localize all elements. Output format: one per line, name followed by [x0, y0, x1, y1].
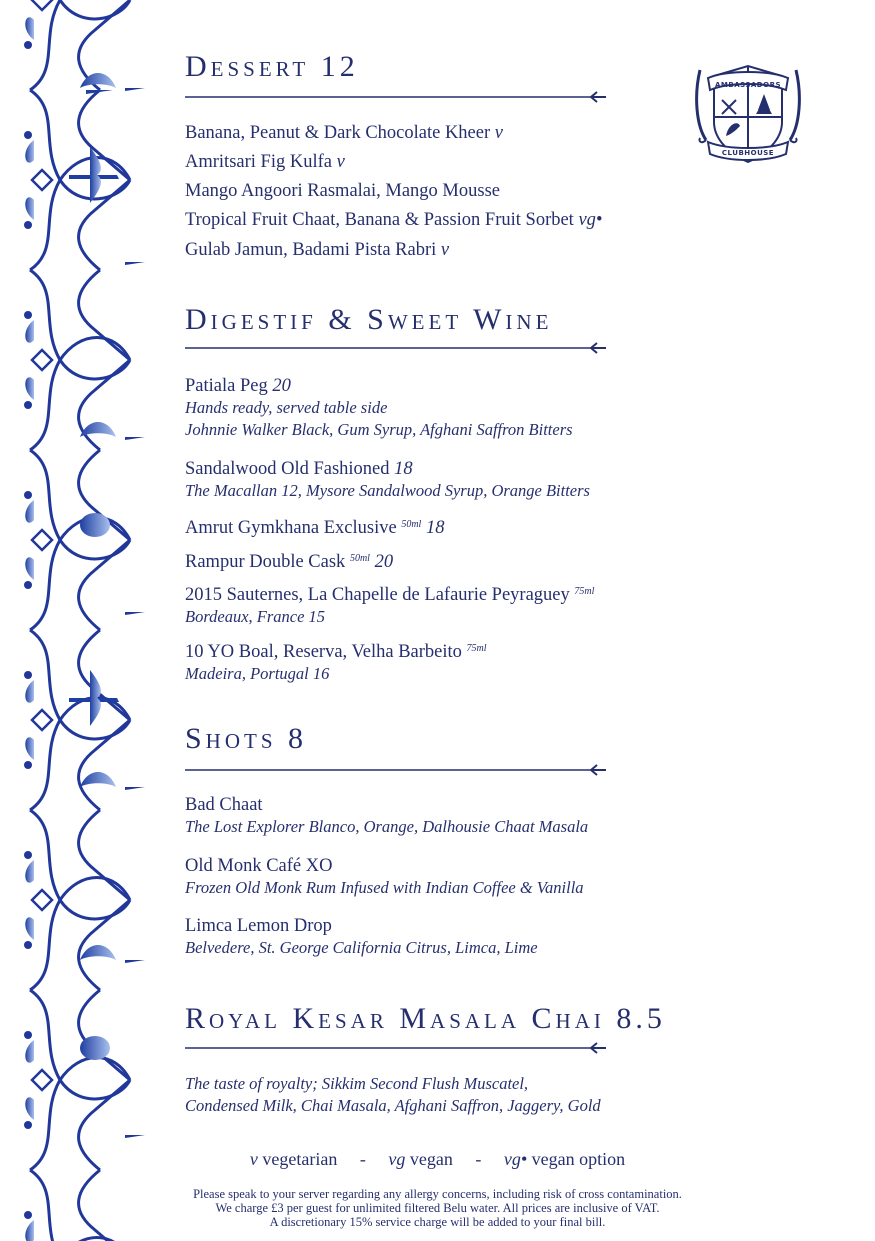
ornamental-border	[0, 0, 160, 1241]
menu-item: Sandalwood Old Fashioned 18 The Macallan 12, Mysore Sandalwood Syrup, Orange Bitters	[185, 459, 590, 500]
section-divider	[185, 90, 607, 104]
menu-item: Mango Angoori Rasmalai, Mango Mousse	[185, 181, 500, 201]
ambassadors-clubhouse-crest	[692, 60, 804, 168]
section-title-dessert: Dessert 12	[185, 50, 359, 83]
section-divider	[185, 1041, 607, 1055]
section-divider	[185, 763, 607, 777]
chai-description: The taste of royalty; Sikkim Second Flush Muscatel, Condensed Milk, Chai Masala, Afghani Saffron, Jaggery, Gold	[185, 1074, 601, 1115]
dietary-legend: v vegetarian - vg vegan - vg• vegan option	[249, 1149, 626, 1169]
section-title-chai: Royal Kesar Masala Chai 8.5	[185, 1002, 666, 1035]
border-pattern	[24, 0, 130, 1241]
section-divider	[185, 341, 607, 355]
section-title-digestif: Digestif & Sweet Wine	[185, 303, 553, 336]
menu-item: 10 YO Boal, Reserva, Velha Barbeito $^{75ml}$ Madeira, Portugal 16	[185, 642, 487, 683]
menu-item: Amrut Gymkhana Exclusive $^{50ml}$ 18	[185, 518, 445, 538]
menu-item: Patiala Peg 20 Hands ready, served table side Johnnie Walker Black, Gum Syrup, Afghani Saffron Bitters	[185, 376, 573, 439]
menu-item: Bad Chaat The Lost Explorer Blanco, Orange, Dalhousie Chaat Masala	[185, 795, 589, 836]
allergy-notice: Please speak to your server regarding any allergy concerns, including risk of cross contamination.	[193, 1187, 682, 1201]
menu-item: Gulab Jamun, Badami Pista Rabri v	[185, 240, 450, 260]
menu-item: Rampur Double Cask $^{50ml}$ 20	[185, 552, 394, 572]
menu-item: Banana, Peanut & Dark Chocolate Kheer v	[185, 123, 503, 143]
service-charge-notice: A discretionary 15% service charge will be added to your final bill.	[269, 1215, 606, 1229]
menu-item: 2015 Sauternes, La Chapelle de Lafaurie Peyraguey $^{75ml}$ Bordeaux, France 15	[185, 585, 595, 626]
menu-item: Tropical Fruit Chaat, Banana & Passion Fruit Sorbet vg•	[185, 210, 603, 230]
menu-item: Amritsari Fig Kulfa v	[185, 152, 345, 172]
svg-text:AMBASSADORS: AMBASSADORS	[714, 81, 782, 89]
water-vat-notice: We charge £3 per guest for unlimited filtered Belu water. All prices are inclusive of VAT.	[215, 1201, 660, 1215]
section-title-shots: Shots 8	[185, 722, 308, 755]
menu-item: Old Monk Café XO Frozen Old Monk Rum Infused with Indian Coffee & Vanilla	[185, 856, 584, 897]
menu-item: Limca Lemon Drop Belvedere, St. George California Citrus, Limca, Lime	[185, 916, 538, 957]
svg-text:CLUBHOUSE: CLUBHOUSE	[721, 149, 775, 157]
